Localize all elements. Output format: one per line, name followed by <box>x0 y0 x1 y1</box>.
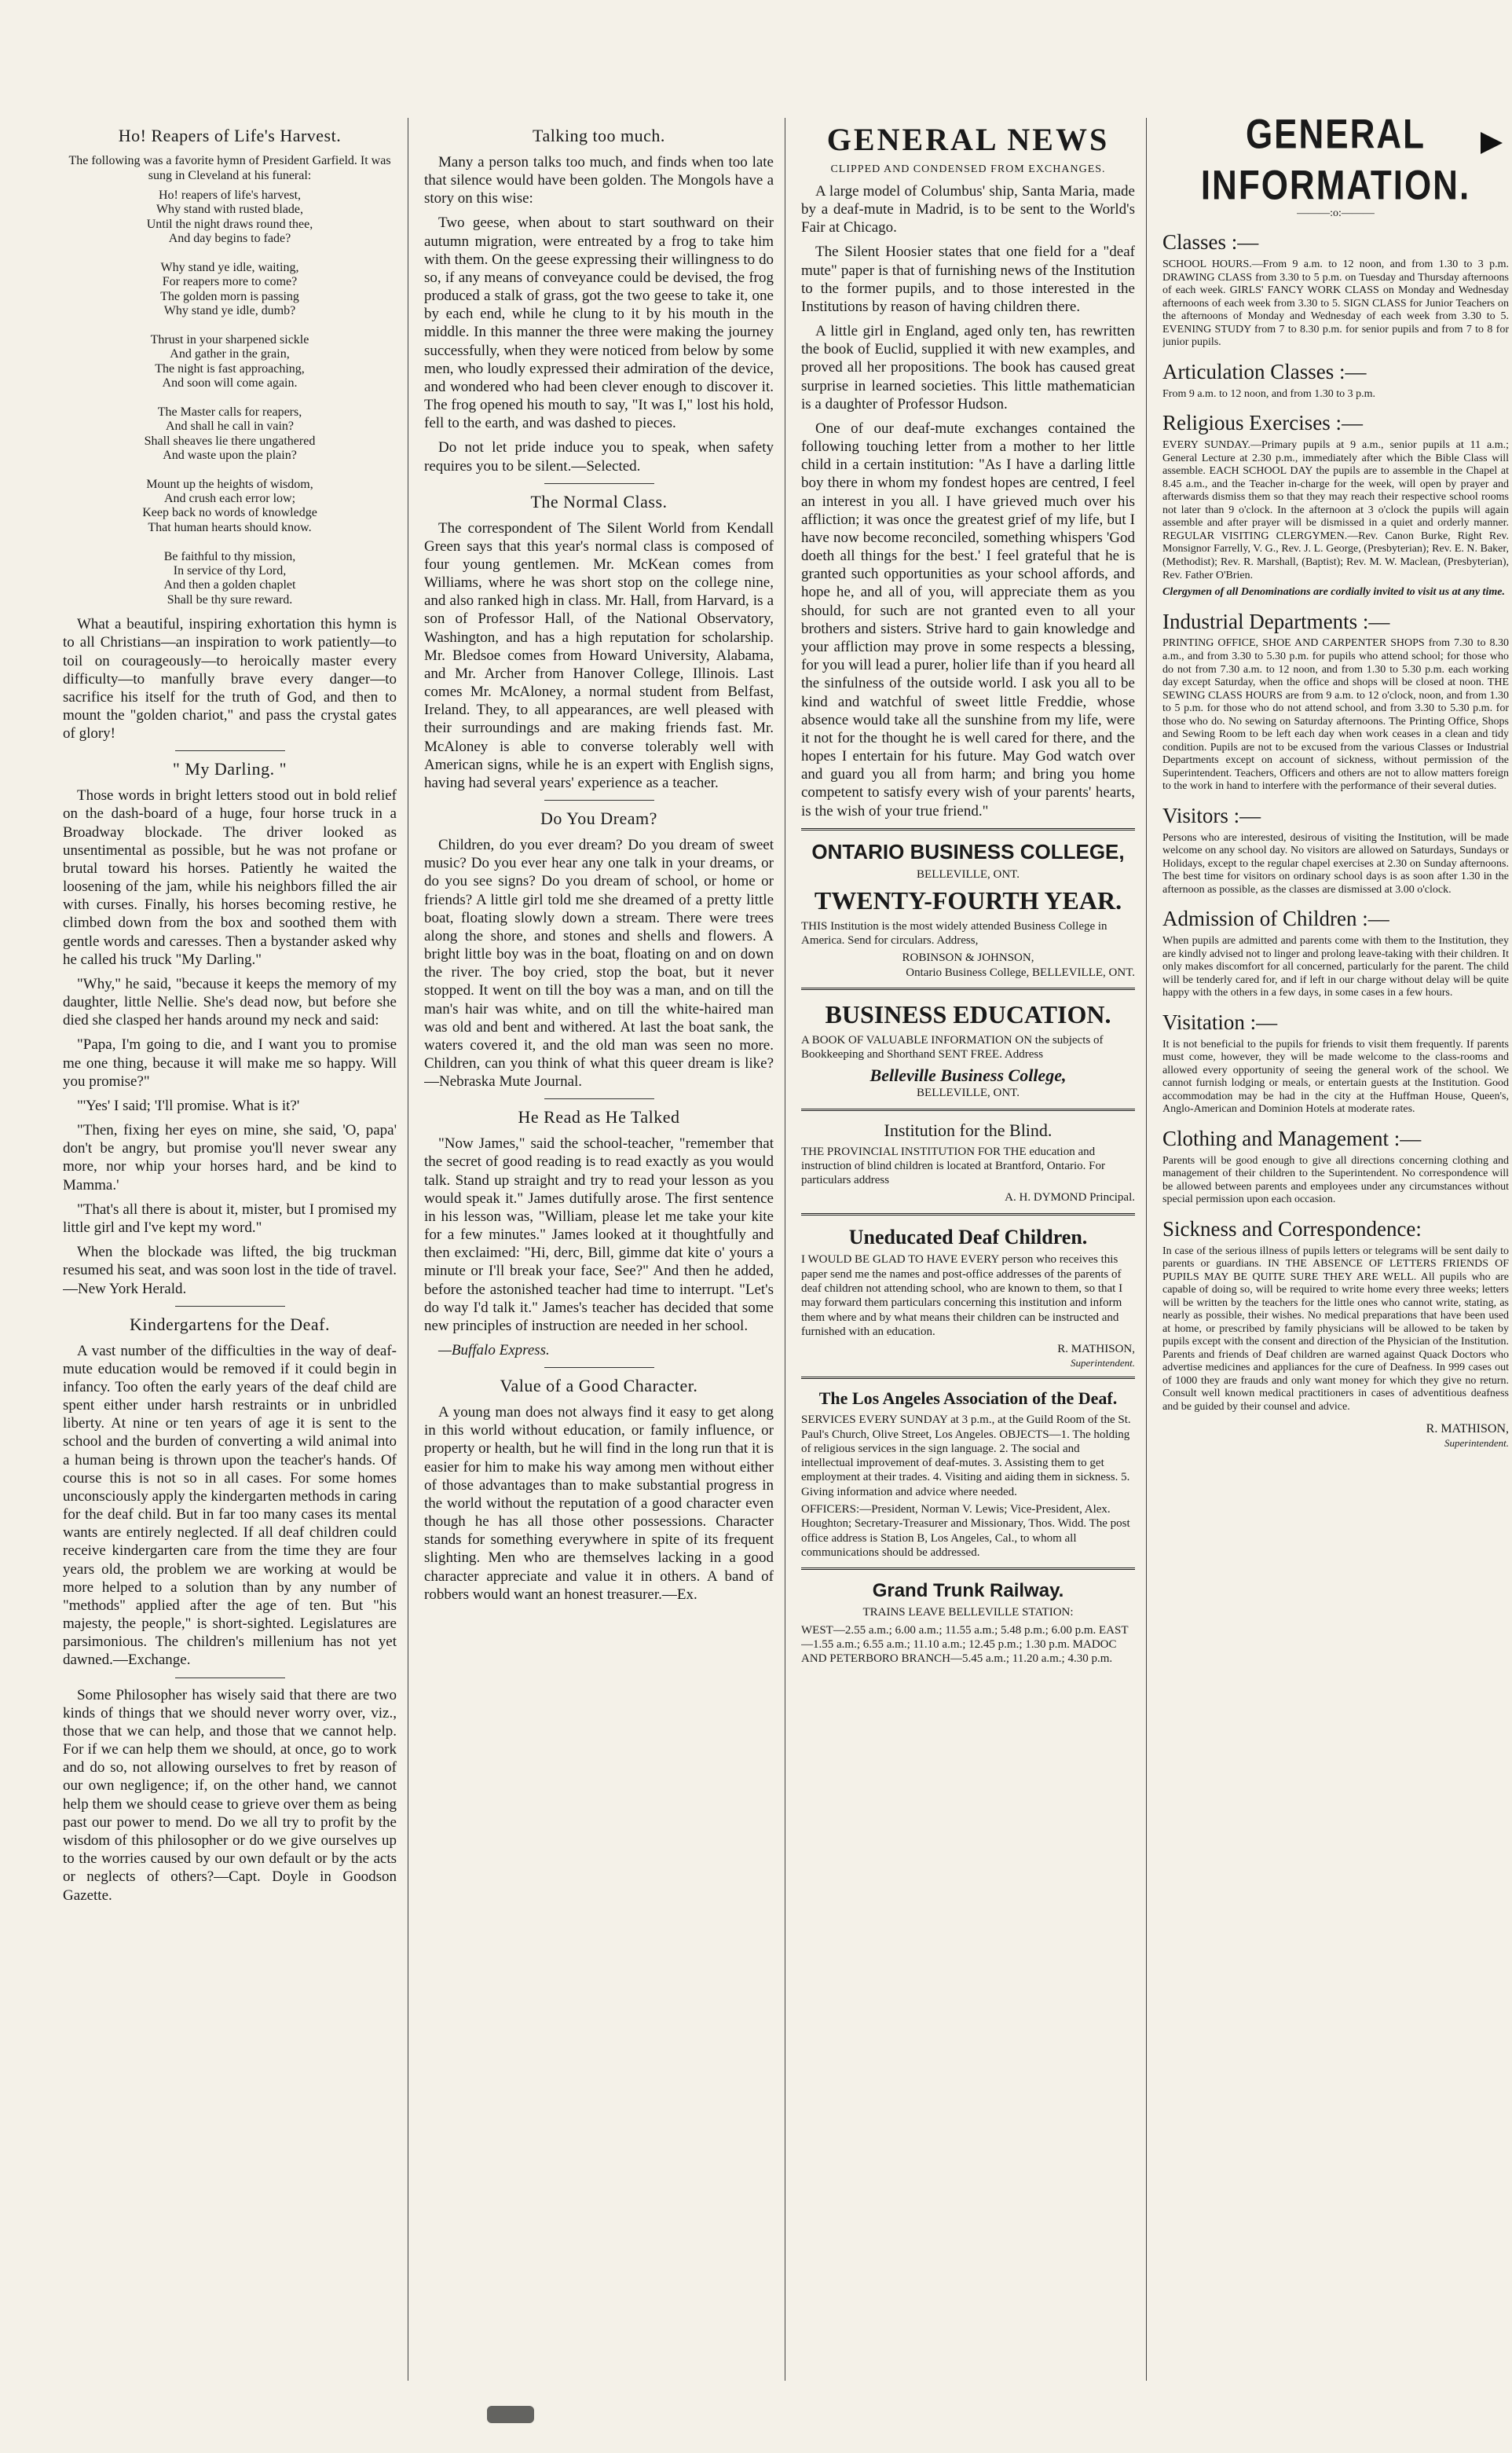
article-title: Talking too much. <box>533 126 665 145</box>
ad-text: OFFICERS:—President, Norman V. Lewis; Vice-President, Alex. Houghton; Secretary-Treasurer and Missionary, Thos. Widd. The post office address is Station B, Los Angeles, Cal., to whom all communications should be addressed. <box>801 1502 1130 1559</box>
section-text: EVERY SUNDAY.—Primary pupils at 9 a.m., senior pupils at 11 a.m.; General Lecture at 2.30 p.m., immediately after which the Bible Class will assemble. EACH SCHOOL DAY the pupils are to assemble in the Chapel at 8.45 a.m., and the Teacher in-charge for the week, will open by prayer and afterwards dismiss them so that they may reach their respective school rooms not later than 9 o'clock. In the afternoon at 3 o'clock the pupils will again assemble and after prayer will be dismissed in a quiet and orderly manner. REGULAR VISITING CLERGYMEN.—Rev. Canon Burke, Right Rev. Monsignor Farrelly, V. G., Rev. J. L. George, (Presbyterian); Rev. E. N. Baker, (Methodist); Rev. R. Marshall, (Baptist); Rev. M. W. Maclean, (Presbyterian), Rev. Father O'Brien. <box>1162 439 1509 581</box>
paragraph: "Then, fixing her eyes on mine, she said, 'O, papa' don't be angry, but promise you'll never swear any more, nor whip your horses hard, and be kind to Mamma.' <box>63 1122 397 1194</box>
ad-name: Belleville Business College, <box>869 1065 1067 1085</box>
paragraph: "Papa, I'm going to die, and I want you to promise me one thing, because it will make me so happy. Will you promise?" <box>63 1036 397 1090</box>
article-intro: The following was a favorite hymn of President Garfield. It was sung in Cleveland at his funeral: <box>68 153 391 183</box>
poem: Ho! reapers of life's harvest, Why stand with rusted blade, Until the night draws round thee, And day begins to fade? Why stand ye idle, waiting, For reapers more to come? The golden morn is passing Why stand ye idle, dumb? Thrust in your sharpened sickle And gather in the grain, The night is fast approaching, And soon will come again. The Master calls for reapers, And shall he call in vain? Shall sheaves lie there ungathered And waste upon the plain? Mount up the heights of wisdom, And crush each error low; Keep back no words of knowledge That human hearts should know. Be faithful to thy mission, In service of thy Lord, And then a golden chaplet Shall be thy sure reward. <box>142 188 317 607</box>
ad-title: Grand Trunk Railway. <box>872 1580 1064 1602</box>
general-news-subtitle: CLIPPED AND CONDENSED FROM EXCHANGES. <box>830 163 1106 175</box>
section-heading: Articulation Classes :— <box>1162 359 1367 383</box>
ad-text: THE PROVINCIAL INSTITUTION FOR THE education and instruction of blind children is located at Brantford, Ontario. For particulars address <box>801 1145 1105 1187</box>
paragraph: What a beautiful, inspiring exhortation this hymn is to all Christians—an inspiration to work patiently—to toil on courageously—to heroically master every difficulty—to manfully brave every danger—to sacrifice his itself for the truth of God, and then to mount the "golden chariot," and pass the crystal gates of glory! <box>63 616 397 742</box>
separator <box>544 800 654 801</box>
ad-uneducated-deaf <box>801 1213 1135 1370</box>
paragraph: When the blockade was lifted, the big truckman resumed his seat, and was soon lost in the tide of travel.—New York Herald. <box>63 1244 397 1297</box>
ad-title: Institution for the Blind. <box>884 1120 1053 1140</box>
paragraph: The correspondent of The Silent World from Kendall Green says that this year's normal class is composed of four young gentlemen. Mr. McKean comes from Williams, where he was short stop on the college nine, and also ranked high in class. Mr. Hall, from Harvard, is a son of Professor Hall, of the National Observatory, Washington, and has a high reputation for scholarship. Mr. Bledsoe comes from Howard University, Alabama, and Mr. Archer from Hanover College, Illinois. Last comes Mr. McAloney, a normal student from Belfast, Ireland. They, to all appearances, are well pleased with their surroundings and are making friends fast. Mr. McAloney is able to converse tolerably well with American signs, while he is an expert with English signs, having had several years' experience as a teacher. <box>424 519 774 791</box>
column-2 <box>424 118 785 2381</box>
signature: R. MATHISON, <box>1426 1422 1509 1436</box>
ad-text: A BOOK OF VALUABLE INFORMATION ON the subjects of Bookkeeping and Shorthand SENT FREE. Address <box>801 1033 1104 1062</box>
columns <box>63 118 1509 2381</box>
ad-name: A. H. DYMOND Principal. <box>1005 1191 1135 1204</box>
section-text: It is not beneficial to the pupils for friends to visit them frequently. If parents must come, however, they will be made welcome to the class-rooms and allowed every opportunity of seeing the general work of the school. We cannot furnish lodging or meals, or entertain guests at the Institution. Good accommodation may be had in the city at the Huffman House, Queen's, Anglo-American and Dominion Hotels at moderate rates. <box>1162 1038 1509 1116</box>
paragraph: "'Yes' I said; 'I'll promise. What is it?' <box>77 1097 300 1114</box>
ad-subtitle: TRAINS LEAVE BELLEVILLE STATION: <box>862 1606 1074 1619</box>
paragraph: "That's all there is about it, mister, but I promised my little girl and I've kept my word." <box>63 1201 397 1236</box>
ad-signature: R. MATHISON, <box>1057 1343 1135 1356</box>
separator <box>175 750 285 751</box>
ad-city: BELLEVILLE, ONT. <box>917 868 1020 882</box>
article-title: " My Darling. " <box>172 759 287 779</box>
ad-title: BUSINESS EDUCATION. <box>825 999 1111 1028</box>
section-heading: Visitation :— <box>1162 1010 1278 1034</box>
section-text: When pupils are admitted and parents come with them to the Institution, they are kindly advised not to linger and prolong leave-taking with their children. It only makes discomfort for all concerned, particularly for the parent. The child will be tenderly cared for, and if left in our charge without delay will be quite happy with the others in a few days, in some cases in a few hours. <box>1162 935 1509 999</box>
paragraph: Many a person talks too much, and finds when too late that silence would have been golden. The Mongols have a story on this wise: <box>424 153 774 207</box>
paragraph: One of our deaf-mute exchanges contained the following touching letter from a mother to her little child in a certain institution: "As I have a darling little boy there in whom my fondest hopes are centred, I feel an interest in you all. I have grieved much over his affliction; it was once the greatest grief of my life, but I have now become reconciled, something whispers 'God doeth all things for the best.' I feel grateful that he is granted such opportunities as your school affords, and hope he, and all of you, will appreciate them as you should, for such are not granted even to all your brothers and sisters. Strive hard to gain knowledge and your affliction may prove in some respects a blessing, for you will lead a purer, holier life than if you heard all the sinfulness of the outside world. I ask you all to be kind and watchful of sweet little Freddie, whose absence would take all the sunshine from my life, were it not for the thought he is well cared for there, and the hopes I entertain for his future. May God watch over and guard you all from harm; and bring you home competent to satisfy every wish of your parents' hearts, is the wish of your true friend." <box>801 420 1136 820</box>
ad-text: SERVICES EVERY SUNDAY at 3 p.m., at the Guild Room of the St. Paul's Church, Olive Street, Los Angeles. OBJECTS—1. The holding of religious services in the sign language. 2. The social and intellectual improvement of deaf-mutes. 3. Assisting them to get employment at their trades. 4. Visiting and aiding them in sickness. 5. Giving information and advice where needed. <box>801 1414 1131 1498</box>
section-heading: Clothing and Management :— <box>1162 1126 1422 1150</box>
section-heading: Sickness and Correspondence: <box>1162 1216 1422 1241</box>
section-text: Persons who are interested, desirous of visiting the Institution, will be made welcome on any school day. No visitors are allowed on Saturdays, Sundays or Holidays, except to the regular chapel exercises at 2.30 on Sunday afternoons. The best time for visitors on ordinary school days is as soon after 1.30 in the afternoon as possible, as the classes are dismissed at 3.00 o'clock. <box>1162 831 1509 896</box>
section-heading: Industrial Departments :— <box>1162 609 1390 633</box>
paragraph: Do not let pride induce you to speak, when safety requires you to be silent.—Selected. <box>424 439 774 475</box>
article-title: He Read as He Talked <box>518 1107 680 1128</box>
ad-title: Uneducated Deaf Children. <box>848 1225 1088 1248</box>
ad-year: TWENTY-FOURTH YEAR. <box>814 886 1122 915</box>
ad-city: BELLEVILLE, ONT. <box>917 1087 1020 1100</box>
separator <box>175 1306 285 1307</box>
section-text: From 9 a.m. to 12 noon, and from 1.30 to 3 p.m. <box>1162 387 1376 400</box>
ad-text: WEST—2.55 a.m.; 6.00 a.m.; 11.55 a.m.; 5.48 p.m.; 6.00 p.m. EAST—1.55 a.m.; 6.55 a.m.; 11.10 a.m.; 12.45 p.m.; 1.30 p.m. MADOC AND PETERBORO BRANCH—5.45 a.m.; 11.20 a.m.; 4.30 p.m. <box>801 1623 1129 1666</box>
section-heading: Religious Exercises :— <box>1162 411 1363 435</box>
ad-address: Ontario Business College, BELLEVILLE, ONT. <box>906 966 1135 979</box>
ad-institution-blind <box>801 1109 1135 1205</box>
ad-name: ROBINSON & JOHNSON, <box>902 952 1034 965</box>
ad-title: The Los Angeles Association of the Deaf. <box>818 1388 1118 1409</box>
paragraph: "Now James," said the school-teacher, "remember that the secret of good reading is to read exactly as you would talk. Stand up straight and try to read your lesson as you would speak it." James dutifully arose. The first sentence in his lesson was, "William, please let me take your kite for a few minutes." James looked at it thoughtfully and then exclaimed: "Hi, derc, Bill, gimme dat kite o' yours a minute or I'll break your face, See?" And then he added, before the astonished teacher had time to interrupt. "Let's do way I'd talk it." James's teacher has decided that some new principles of instruction are needed in her school. <box>424 1135 774 1334</box>
paragraph: Two geese, when about to start southward on their autumn migration, were entreated by a frog to take him with them. On the geese expressing their willingness to do so, if any means of conveyance could be devised, the frog produced a stalk of grass, got the two geese to take it, one by each end, while he clung to it by his mouth in the middle. In this manner the three were making the journey successfully, when they were noticed from below by some men, who loudly expressed their admiration of the device, and wondered who had been clever enough to discover it. The frog opened his mouth to say, "It was I," lost his hold, fell to the earth, and was dashed to pieces. <box>424 214 774 432</box>
separator <box>544 1098 654 1099</box>
paragraph: Children, do you ever dream? Do you dream of sweet music? Do you ever hear any one talk in your dreams, or do you see signs? Do you dream of school, or home or friends? A little girl told me she dreamed of a pretty little boat, floating slowly down a stream. There were trees along the shore, and stones and shells and flowers. A bright little boy was in the boat, floating on and on down the river. The boy cried, stop the boat, but it never stopped. It went on till the boy was a man, and on till the man's hair was white, and on till the white-haired man was old and bent and withered. At last the boat sank, the waters covered it, and the old man was seen no more. Children, can you think of what this queer dream is like?—Nebraska Mute Journal. <box>424 836 774 1091</box>
section-heading: Visitors :— <box>1162 803 1261 827</box>
paragraph: Those words in bright letters stood out in bold relief on the dash-board of a huge, four horse truck in a Broadway blockade. The driver looked as unsentimental as possible, but he was not profane or brutal toward his horses. Patiently he waited the loosening of the jam, while his neighbors filled the air with curses. Finally, his horses becoming restive, he climbed down from the box and soothed them with gentle words and caresses. Then a bystander asked why he called his truck "My Darling." <box>63 787 397 968</box>
ad-business-education <box>801 988 1135 1101</box>
general-news-title: GENERAL NEWS <box>826 122 1110 157</box>
paragraph: A little girl in England, aged only ten, has rewritten the book of Euclid, supplied it with new examples, and proved all her propositions. The book has caused great surprise in learned societies. This little mathematician is a daughter of Professor Hudson. <box>801 323 1135 412</box>
ink-smudge <box>487 2406 534 2423</box>
ad-text: I WOULD BE GLAD TO HAVE EVERY person who receives this paper send me the names and post-office addresses of the parents of deaf children not attending school, who are known to them, so that I may forward them particulars concerning this institution and inform them where and by what means their children can be instructed and furnished with an education. <box>801 1253 1123 1338</box>
column-1 <box>63 118 408 2381</box>
ad-signature-title: Superintendent. <box>1071 1356 1135 1369</box>
paragraph: A young man does not always find it easy to get along in this world without education, or family influence, or property or health, but he will find in the long run that it is easier for him to make his way among men without either of those advantages than to make substantial progress in the world without the reputation of a good character even though he has all those other possessions. Character stands for something everywhere in spite of its frequent slighting. Men who are themselves lacking in a good character appreciate and value it in others. A band of robbers would want an honest treasurer.—Ex. <box>424 1404 774 1603</box>
section-text: In case of the serious illness of pupils letters or telegrams will be sent daily to parents or guardians. IN THE ABSENCE OF LETTERS FRIENDS OF PUPILS MAY BE QUITE SURE THEY ARE WELL. All pupils who are capable of doing so, will be required to write home every three weeks; letters will be written by the teachers for the little ones who cannot write, stating, as nearly as possible, their wishes. No medical preparations that have been used at home, or prescribed by family physicians will be allowed to be taken by pupils except with the consent and direction of the Physician of the Institution. Parents and friends of Deaf children are warned against Quack Doctors who advertise medicines and appliances for the cure of Deafness. In 999 cases out of 1000 they are frauds and only want money for which they give no return. Consult well known medical practitioners in cases of adventitious deafness and be guided by their counsel and advice. <box>1162 1245 1509 1413</box>
ad-title: ONTARIO BUSINESS COLLEGE, <box>811 839 1125 864</box>
article-title: Kindergartens for the Deaf. <box>130 1314 330 1334</box>
paragraph: A large model of Columbus' ship, Santa Maria, made by a deaf-mute in Madrid, is to be sent to the World's Fair at Chicago. <box>801 182 1135 236</box>
ad-grand-trunk <box>801 1568 1135 1666</box>
paragraph: "Why," he said, "because it keeps the memory of my daughter, little Nellie. She's dead now, but before she died she clasped her hands around my neck and said: <box>63 975 397 1029</box>
section-heading: Admission of Children :— <box>1162 907 1389 931</box>
article-title: The Normal Class. <box>530 491 668 512</box>
ad-ontario-business-college <box>801 828 1135 980</box>
column-3 <box>801 118 1147 2381</box>
section-heading: Classes :— <box>1162 230 1259 255</box>
article-title: Do You Dream? <box>540 808 657 829</box>
signature-title: Superintendent. <box>1444 1436 1509 1449</box>
separator <box>544 1367 654 1368</box>
paragraph: The Silent Hoosier states that one field for a "deaf mute" paper is that of furnishing news of the Institution to the former pupils, and to those interested in the Institutions by reason of having children there. <box>801 244 1135 315</box>
section-text: SCHOOL HOURS.—From 9 a.m. to 12 noon, and from 1.30 to 3 p.m. DRAWING CLASS from 3.30 to 5 p.m. on Tuesday and Thursday afternoons of each week. GIRLS' FANCY WORK CLASS on Monday and Wednesday afternoons of each week from 3.30 to 5. SIGN CLASS for Junior Teachers on the afternoons of Monday and Wednesday of each week from 3.30 to 5. EVENING STUDY from 7 to 8.30 p.m. for senior pupils and from 7 to 8 for junior pupils. <box>1162 258 1509 349</box>
article-title: Ho! Reapers of Life's Harvest. <box>118 126 342 145</box>
ornament: ———:o:——— <box>1297 207 1375 220</box>
section-note: Clergymen of all Denominations are cordially invited to visit us at any time. <box>1162 586 1505 599</box>
paragraph: A vast number of the difficulties in the way of deaf-mute education would be removed if it could begin in infancy. Too often the early years of the deaf child are spent either under harsh restraints or in unbridled liberty. At nine or ten years of age it is sent to the school and the burden of converting a wild animal into a human being is thrown upon the teacher's hands. Of course this is not so in all cases. For some homes unconsciously apply the kindergarten methods in caring for the deaf child. But in far too many cases its mental wants are entirely neglected. If all deaf children could receive kindergarten care from the time they are four years old, the problem we are working at would be more helped to a solution than by any number of "methods" applied after the age of ten. But "his majesty, the people," is short-sighted. Legislatures are parsimonious. The children's millenium has not yet dawned.—Exchange. <box>63 1342 397 1669</box>
general-information-title: GENERAL INFORMATION. <box>1200 118 1471 208</box>
section-text: PRINTING OFFICE, SHOE AND CARPENTER SHOPS from 7.30 to 8.30 a.m., and from 3.30 to 5.30 p.m. for pupils who attend school; for those who do not from 7.30 a.m. to 12 noon, and from 1.30 to 5.30 p.m. each working day except Saturday, when the office and shops will be closed at noon. THE SEWING CLASS HOURS are from 9 a.m. to 12 o'clock, noon, and from 1.30 to 5 p.m. for those who do not attend school, and from 3.30 to 5.30 p.m. for those who do. No sewing on Saturday afternoons. The Printing Office, Shops and Sewing Room to be left each day when work ceases in a clean and tidy condition. Pupils are not to be excused from the various Classes or Industrial Departments except on account of sickness, without permission of the Superintendent. Teachers, Officers and others are not to allow matters foreign to the work in hand to interfere with the performance of their several duties. <box>1162 637 1509 793</box>
paragraph: Some Philosopher has wisely said that there are two kinds of things that we should never worry over, viz., those that we can help, and those that we cannot help. For if we can help them we should, at once, go to work and do so, not allowing ourselves to fret by reason of our own negligence; if, on the other hand, we cannot help them we should cease to grieve over them as being past our power to mend. Do we all try to profit by the wisdom of this philosopher or do we give ourselves up to the worries caused by our own default or by the acts or neglects of others?—Capt. Doyle in Goodson Gazette. <box>63 1686 397 1904</box>
separator <box>544 483 654 484</box>
ad-los-angeles-association <box>801 1377 1135 1560</box>
source-credit: —Buffalo Express. <box>438 1342 550 1359</box>
article-title: Value of a Good Character. <box>500 1376 698 1396</box>
column-4 <box>1162 118 1512 2381</box>
section-text: Parents will be good enough to give all directions concerning clothing and management of their children to the Superintendent. No correspondence will be allowed between parents and employees under any circumstances without special permission upon each occasion. <box>1162 1154 1509 1206</box>
ad-text: THIS Institution is the most widely attended Business College in America. Send for circulars. Address, <box>801 919 1107 948</box>
